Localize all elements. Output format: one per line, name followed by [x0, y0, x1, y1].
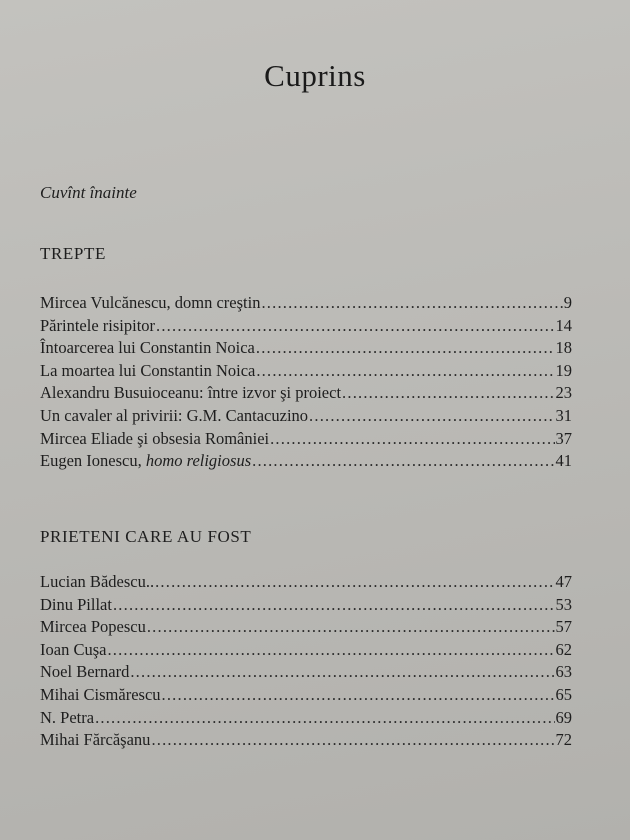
toc-leader-dots	[256, 361, 554, 381]
toc-leader-dots	[151, 730, 554, 750]
section-heading-prieteni: PRIETENI CARE AU FOST	[40, 527, 252, 546]
toc-entry	[40, 338, 572, 361]
toc-entry	[40, 595, 572, 618]
toc-entry	[40, 361, 572, 384]
toc-entry-title	[40, 293, 260, 313]
toc-page-number: 47	[555, 572, 572, 591]
toc-entry-title	[40, 730, 150, 750]
toc-entry-title-text: Alexandru Busuioceanu: între izvor şi proiect	[40, 383, 342, 403]
toc-entry-title-text: Lucian Bădescu..	[40, 572, 155, 591]
toc-entry-title-text: Părintele risipitor	[40, 315, 156, 335]
toc-page-number: 63	[555, 662, 572, 682]
toc-list-trepte	[40, 293, 572, 474]
toc-leader-dots	[270, 429, 554, 449]
toc-entry-title	[40, 451, 251, 471]
toc-entry-title	[40, 617, 146, 637]
toc-page-number: 69	[555, 707, 572, 727]
toc-page-number: 72	[555, 730, 572, 750]
toc-leader-dots	[130, 662, 554, 682]
toc-entry	[40, 640, 572, 663]
toc-entry-title	[40, 662, 129, 682]
toc-leader-dots	[156, 316, 554, 336]
toc-entry-title	[40, 338, 255, 358]
toc-entry	[40, 293, 572, 316]
toc-entry	[40, 730, 572, 753]
toc-entry	[40, 708, 572, 731]
toc-entry	[40, 451, 572, 474]
toc-entry-title	[40, 640, 106, 660]
toc-entry	[40, 685, 572, 708]
toc-entry	[40, 617, 572, 640]
toc-page-number: 23	[555, 383, 572, 403]
toc-entry-title-text: Noel Bernard	[40, 662, 130, 682]
toc-page-number: 53	[555, 594, 572, 614]
toc-list-prieteni	[40, 572, 572, 753]
toc-page-number: 41	[555, 451, 572, 471]
toc-entry	[40, 662, 572, 685]
toc-foreword: Cuvînt înainte	[40, 183, 137, 202]
toc-entry-title-text: Ioan Cuşa	[40, 639, 107, 659]
toc-entry-title-text: La moartea lui Constantin Noica	[40, 360, 256, 380]
toc-page-number: 19	[555, 360, 572, 380]
toc-leader-dots	[162, 685, 555, 705]
toc-leader-dots	[252, 451, 554, 471]
toc-entry-title	[40, 572, 154, 592]
toc-page-number: 37	[555, 428, 572, 448]
toc-leader-dots	[261, 293, 562, 313]
toc-entry-title-text: Dinu Pillat	[40, 594, 112, 614]
toc-page-number: 57	[555, 617, 572, 637]
page-title: Cuprins	[264, 58, 366, 93]
toc-leader-dots	[342, 383, 554, 403]
toc-leader-dots	[113, 595, 555, 615]
toc-entry-title-text: Mircea Popescu	[40, 617, 146, 637]
toc-page-number: 65	[555, 684, 572, 704]
toc-entry-title-italic: homo religiosus	[145, 451, 252, 471]
toc-entry-title-text: Un cavaler al privirii: G.M. Cantacuzino	[40, 405, 309, 425]
toc-entry-title	[40, 383, 341, 403]
toc-page-number: 14	[555, 315, 572, 335]
toc-entry-title	[40, 595, 112, 615]
toc-entry	[40, 316, 572, 339]
toc-leader-dots	[95, 708, 554, 728]
toc-entry-title	[40, 361, 255, 381]
toc-entry-title-text: Eugen Ionescu,	[40, 451, 146, 471]
toc-entry-title	[40, 429, 269, 449]
toc-entry-title-text: Întoarcerea lui Constantin Noica	[40, 338, 255, 358]
toc-leader-dots	[309, 406, 554, 426]
toc-entry-title	[40, 685, 161, 705]
toc-page-number: 18	[555, 338, 572, 358]
toc-entry-title	[40, 316, 155, 336]
toc-entry	[40, 383, 572, 406]
toc-entry-title-text: Mihai Cismărescu	[40, 684, 161, 704]
toc-leader-dots	[107, 640, 554, 660]
section-heading-trepte: TREPTE	[40, 244, 106, 263]
toc-page-number: 31	[555, 405, 572, 425]
toc-entry-title-text: Mircea Eliade şi obsesia României	[40, 428, 270, 448]
toc-entry-title	[40, 708, 94, 728]
toc-leader-dots	[256, 338, 555, 358]
toc-entry-title	[40, 406, 308, 426]
toc-entry	[40, 406, 572, 429]
toc-leader-dots	[147, 617, 555, 637]
toc-entry-title-text: N. Petra	[40, 707, 95, 727]
toc-page-number: 62	[555, 639, 572, 659]
toc-entry	[40, 572, 572, 595]
toc-leader-dots	[155, 572, 554, 592]
toc-entry-title-text: Mircea Vulcănescu, domn creştin	[40, 293, 261, 312]
toc-entry	[40, 429, 572, 452]
toc-page-number: 9	[563, 293, 572, 312]
toc-entry-title-text: Mihai Fărcăşanu	[40, 730, 151, 750]
